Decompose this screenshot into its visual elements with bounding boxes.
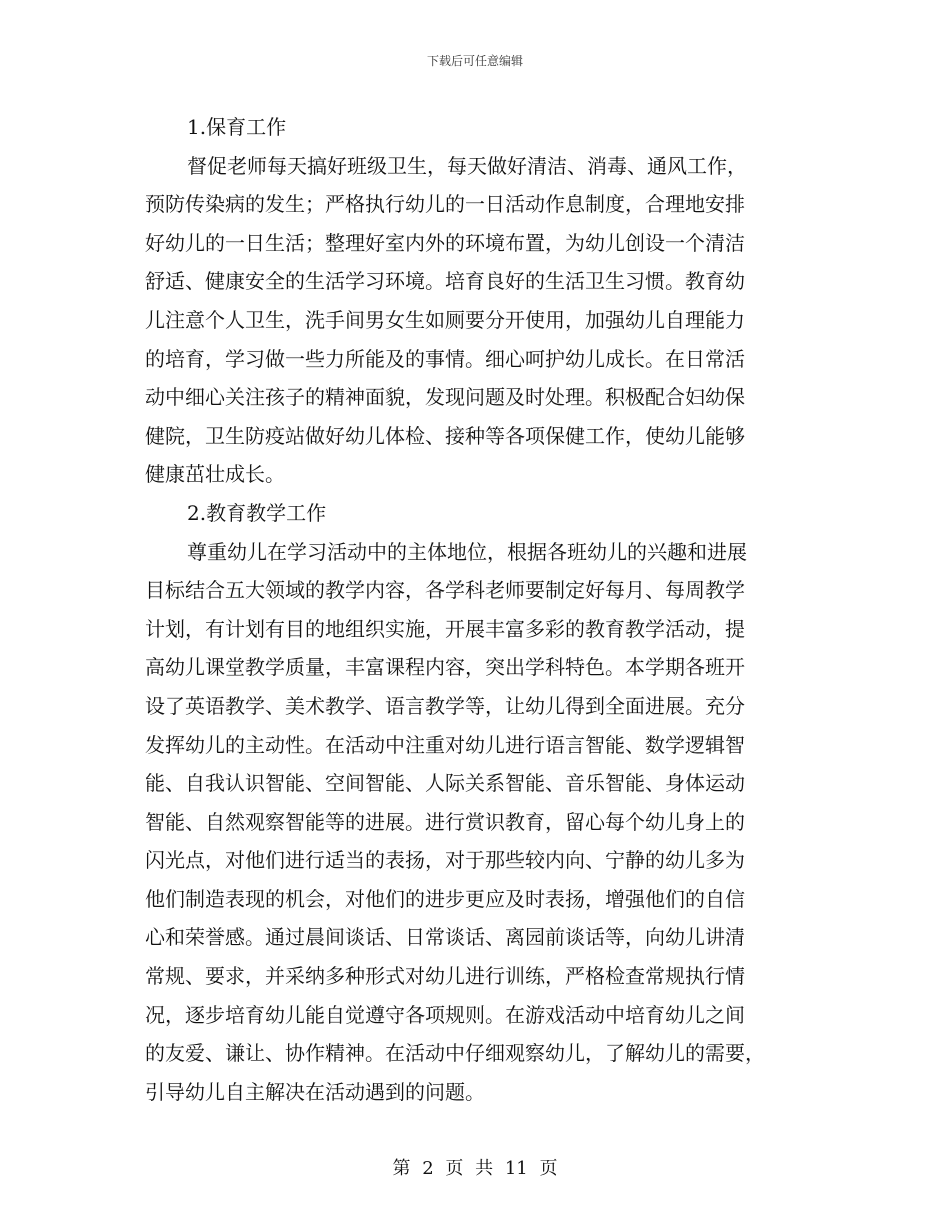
page-footer: 第 2 页 共 11 页 bbox=[392, 1158, 558, 1179]
paragraph-line: 预防传染病的发生；严格执行幼儿的一日活动作息制度，合理地安排 bbox=[145, 192, 745, 217]
paragraph-line: 好幼儿的一日生活；整理好室内外的环境布置，为幼儿创设一个清洁 bbox=[145, 230, 745, 255]
paragraph-line: 智能、自然观察智能等的进展。进行赏识教育，留心每个幼儿身上的 bbox=[145, 809, 745, 834]
document-body bbox=[145, 108, 813, 1111]
paragraph-line: 动中细心关注孩子的精神面貌，发现问题及时处理。积极配合妇幼保 bbox=[145, 385, 745, 410]
paragraph-line: 常规、要求，并采纳多种形式对幼儿进行训练，严格检查常规执行情 bbox=[145, 964, 745, 989]
paragraph-line: 闪光点，对他们进行适当的表扬，对于那些较内向、宁静的幼儿多为 bbox=[145, 848, 745, 873]
paragraph-line: 尊重幼儿在学习活动中的主体地位，根据各班幼儿的兴趣和进展 bbox=[187, 539, 747, 564]
paragraph-line: 发挥幼儿的主动性。在活动中注重对幼儿进行语言智能、数学逻辑智 bbox=[145, 732, 745, 757]
paragraph-line: 健康茁壮成长。 bbox=[145, 462, 285, 487]
paragraph-line: 高幼儿课堂教学质量，丰富课程内容，突出学科特色。本学期各班开 bbox=[145, 655, 745, 680]
section-heading: 1.保育工作 bbox=[187, 115, 287, 139]
paragraph-line: 设了英语教学、美术教学、语言教学等，让幼儿得到全面进展。充分 bbox=[145, 693, 745, 718]
paragraph-line: 的友爱、谦让、协作精神。在活动中仔细观察幼儿，了解幼儿的需要， bbox=[145, 1041, 765, 1066]
paragraph-line: 督促老师每天搞好班级卫生，每天做好清洁、消毒、通风工作， bbox=[187, 153, 747, 178]
paragraph-line: 儿注意个人卫生，洗手间男女生如厕要分开使用，加强幼儿自理能力 bbox=[145, 307, 745, 332]
paragraph-line: 计划，有计划有目的地组织实施，开展丰富多彩的教育教学活动，提 bbox=[145, 616, 745, 641]
paragraph-line: 况，逐步培育幼儿能自觉遵守各项规则。在游戏活动中培育幼儿之间 bbox=[145, 1002, 745, 1027]
paragraph-line: 心和荣誉感。通过晨间谈话、日常谈话、离园前谈话等，向幼儿讲清 bbox=[145, 925, 745, 950]
page-header: 下载后可任意编辑 bbox=[426, 54, 523, 68]
paragraph-line: 能、自我认识智能、空间智能、人际关系智能、音乐智能、身体运动 bbox=[145, 771, 745, 796]
paragraph-line: 他们制造表现的机会，对他们的进步更应及时表扬，增强他们的自信 bbox=[145, 886, 745, 911]
section-heading: 2.教育教学工作 bbox=[187, 500, 327, 525]
paragraph-line: 健院，卫生防疫站做好幼儿体检、接种等各项保健工作，使幼儿能够 bbox=[145, 423, 745, 448]
paragraph-line: 的培育，学习做一些力所能及的事情。细心呵护幼儿成长。在日常活 bbox=[145, 346, 745, 371]
paragraph-line: 舒适、健康安全的生活学习环境。培育良好的生活卫生习惯。教育幼 bbox=[145, 269, 745, 294]
paragraph-line: 目标结合五大领域的教学内容，各学科老师要制定好每月、每周教学 bbox=[145, 578, 745, 603]
paragraph-line: 引导幼儿自主解决在活动遇到的问题。 bbox=[145, 1079, 485, 1104]
